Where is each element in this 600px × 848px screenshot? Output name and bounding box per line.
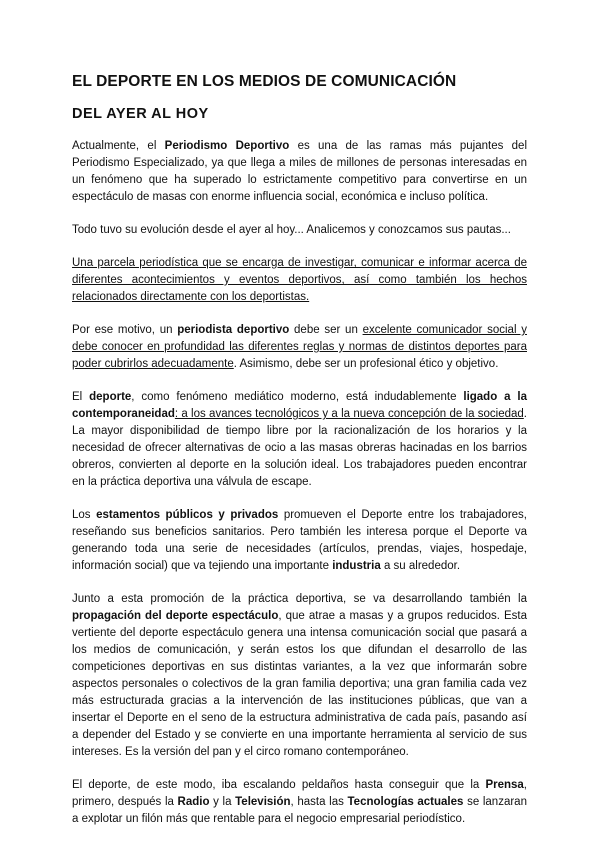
paragraph-6: Los estamentos públicos y privados promueven el Deporte entre los trabajadores, reseñando sus beneficios sanitarios. Pero también les interesa porque el Deporte va generando toda una serie de necesidades (artículos, prendas, viajes, hospedaje, información social) que va tejiendo una importante industria a su alrededor.: [72, 509, 527, 572]
paragraph-3: Una parcela periodística que se encarga de investigar, comunicar e informar acerca de diferentes acontecimientos y eventos deportivos, así como también los hechos relacionados directamente con los deportistas.: [72, 257, 527, 303]
document-title: EL DEPORTE EN LOS MEDIOS DE COMUNICACIÓN: [72, 73, 457, 90]
document-subtitle: DEL AYER AL HOY: [72, 106, 209, 122]
paragraph-4: Por ese motivo, un periodista deportivo debe ser un excelente comunicador social y debe conocer en profundidad las diferentes reglas y normas de distintos deportes para poder cubrirlos adecuadamente. Asimismo, debe ser un profesional ético y objetivo.: [72, 324, 527, 370]
paragraph-5: El deporte, como fenómeno mediático moderno, está indudablemente ligado a la contemporaneidad: a los avances tecnológicos y a la nueva concepción de la sociedad. La mayor disponibilidad de tiempo libre por la racionalización de los horarios y la necesidad de ofrecer alternativas de ocio a las masas obreras hacinadas en los barrios obreros, convierten al deporte en la solución ideal. Los trabajadores pueden encontrar en la práctica deportiva una válvula de escape.: [72, 391, 527, 488]
paragraph-2: Todo tuvo su evolución desde el ayer al hoy... Analicemos y conozcamos sus pautas...: [72, 224, 511, 236]
paragraph-8: El deporte, de este modo, iba escalando peldaños hasta conseguir que la Prensa, primero, después la Radio y la Televisión, hasta las Tecnologías actuales se lanzaran a explotar un filón más que rentable para el negocio empresarial periodístico.: [72, 779, 527, 825]
document-body: [72, 138, 527, 844]
paragraph-1: Actualmente, el Periodismo Deportivo es una de las ramas más pujantes del Periodismo Especializado, ya que llega a miles de millones de personas interesadas en un fenómeno que ha superado lo estrictamente competitivo para convertirse en un espectáculo de masas con enorme influencia social, económica e incluso política.: [72, 140, 527, 203]
paragraph-7: Junto a esta promoción de la práctica deportiva, se va desarrollando también la propagación del deporte espectáculo, que atrae a masas y a grupos reducidos. Esta vertiente del deporte espectáculo genera una intensa comunicación social que pasará a los medios de comunicación, y serán estos los que difundan el desarrollo de las competiciones deportivas en sus distintas variantes, a la vez que informarán sobre aspectos personales o colectivos de la gran familia deportiva; una gran familia cada vez más estructurada gracias a la intervención de las instituciones públicas, que van a insertar el Deporte en el seno de la estructura administrativa de cada país, pasando así a depender del Estado y se convierte en una importante herramienta al servicio de sus intereses. Es la versión del pan y el circo romano contemporáneo.: [72, 593, 527, 758]
